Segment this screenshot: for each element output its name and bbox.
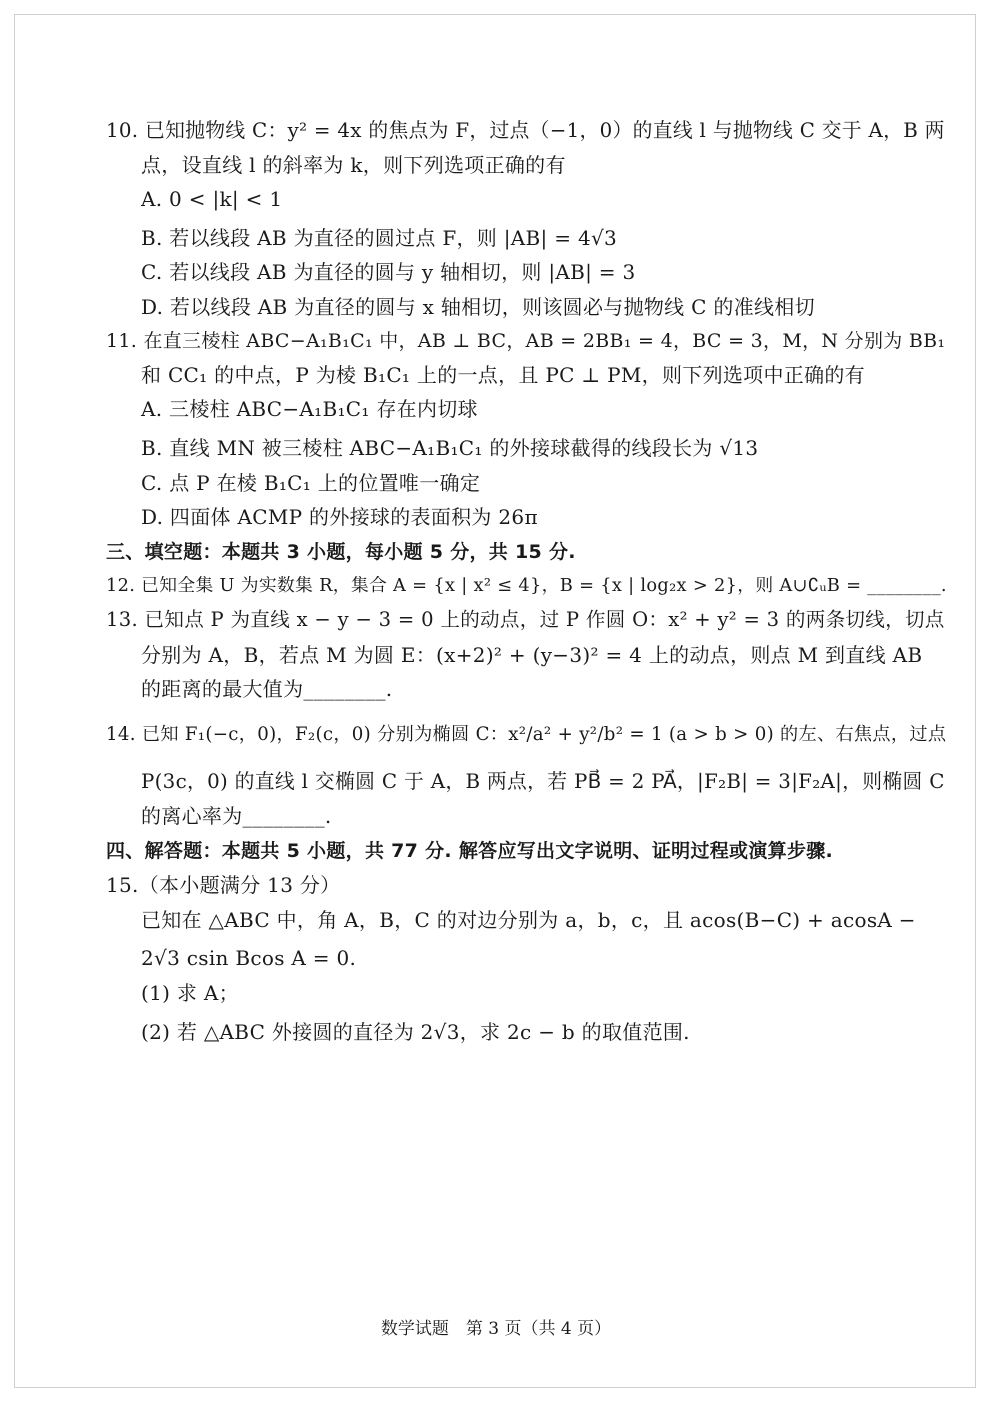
q10-option-b: B. 若以线段 AB 为直径的圆过点 F，则 |AB| = 4√3 (141, 226, 618, 250)
page-footer: 数学试题 第 3 页（共 4 页） (380, 1319, 612, 1339)
q12-stem: 12. 已知全集 U 为实数集 R，集合 A = {x | x² ≤ 4}，B = {x | log₂x > 2}，则 A∪∁ᵤB = ________. (106, 575, 947, 596)
q15-stem-line1: 已知在 △ABC 中，角 A，B，C 的对边分别为 a，b，c，且 acos(B−C) + acosA − (141, 908, 916, 932)
q15-part-1: (1) 求 A； (141, 981, 239, 1005)
q10-option-d: D. 若以线段 AB 为直径的圆与 x 轴相切，则该圆必与抛物线 C 的准线相切 (141, 295, 815, 319)
q15-part-2: (2) 若 △ABC 外接圆的直径为 2√3，求 2c − b 的取值范围. (141, 1020, 690, 1044)
section-4-heading: 四、解答题：本题共 5 小题，共 77 分. 解答应写出文字说明、证明过程或演算步骤. (106, 840, 834, 862)
q11-stem-line2: 和 CC₁ 的中点，P 为棱 B₁C₁ 上的一点，且 PC ⊥ PM，则下列选项中正确的有 (141, 363, 865, 387)
q10-stem-line2: 点，设直线 l 的斜率为 k，则下列选项正确的有 (141, 153, 566, 177)
q14-stem-line1: 14. 已知 F₁(−c，0)，F₂(c，0) 分别为椭圆 C：x²/a² + y²/b² = 1 (a > b > 0) 的左、右焦点，过点 (106, 724, 947, 745)
q11-option-b: B. 直线 MN 被三棱柱 ABC−A₁B₁C₁ 的外接球截得的线段长为 √13 (141, 436, 759, 460)
q13-stem-line3: 的距离的最大值为________. (141, 677, 393, 701)
q14-stem-line3: 的离心率为________. (141, 804, 332, 828)
q11-option-d: D. 四面体 ACMP 的外接球的表面积为 26π (141, 505, 538, 529)
q13-stem-line2: 分别为 A，B，若点 M 为圆 E：(x+2)² + (y−3)² = 4 上的动点，则点 M 到直线 AB (141, 643, 923, 667)
q10-option-c: C. 若以线段 AB 为直径的圆与 y 轴相切，则 |AB| = 3 (141, 260, 636, 284)
q15-title: 15.（本小题满分 13 分） (106, 873, 341, 897)
q15-stem-line2: 2√3 csin Bcos A = 0. (141, 946, 357, 970)
q11-stem-line1: 11. 在直三棱柱 ABC−A₁B₁C₁ 中，AB ⊥ BC，AB = 2BB₁ = 4，BC = 3，M，N 分别为 BB₁ (106, 330, 946, 352)
q10-stem-line1: 10. 已知抛物线 C：y² = 4x 的焦点为 F，过点（−1，0）的直线 l 与抛物线 C 交于 A，B 两 (106, 119, 945, 142)
section-3-heading: 三、填空题：本题共 3 小题，每小题 5 分，共 15 分. (106, 541, 576, 563)
q11-option-a: A. 三棱柱 ABC−A₁B₁C₁ 存在内切球 (141, 397, 478, 421)
q14-stem-line2: P(3c，0) 的直线 l 交椭圆 C 于 A，B 两点，若 PB⃗ = 2 PA⃗，|F₂B| = 3|F₂A|，则椭圆 C (141, 770, 945, 793)
q10-option-a: A. 0 < |k| < 1 (141, 187, 283, 211)
q13-stem-line1: 13. 已知点 P 为直线 x − y − 3 = 0 上的动点，过 P 作圆 O：x² + y² = 3 的两条切线，切点 (106, 608, 945, 631)
q11-option-c: C. 点 P 在棱 B₁C₁ 上的位置唯一确定 (141, 471, 481, 495)
